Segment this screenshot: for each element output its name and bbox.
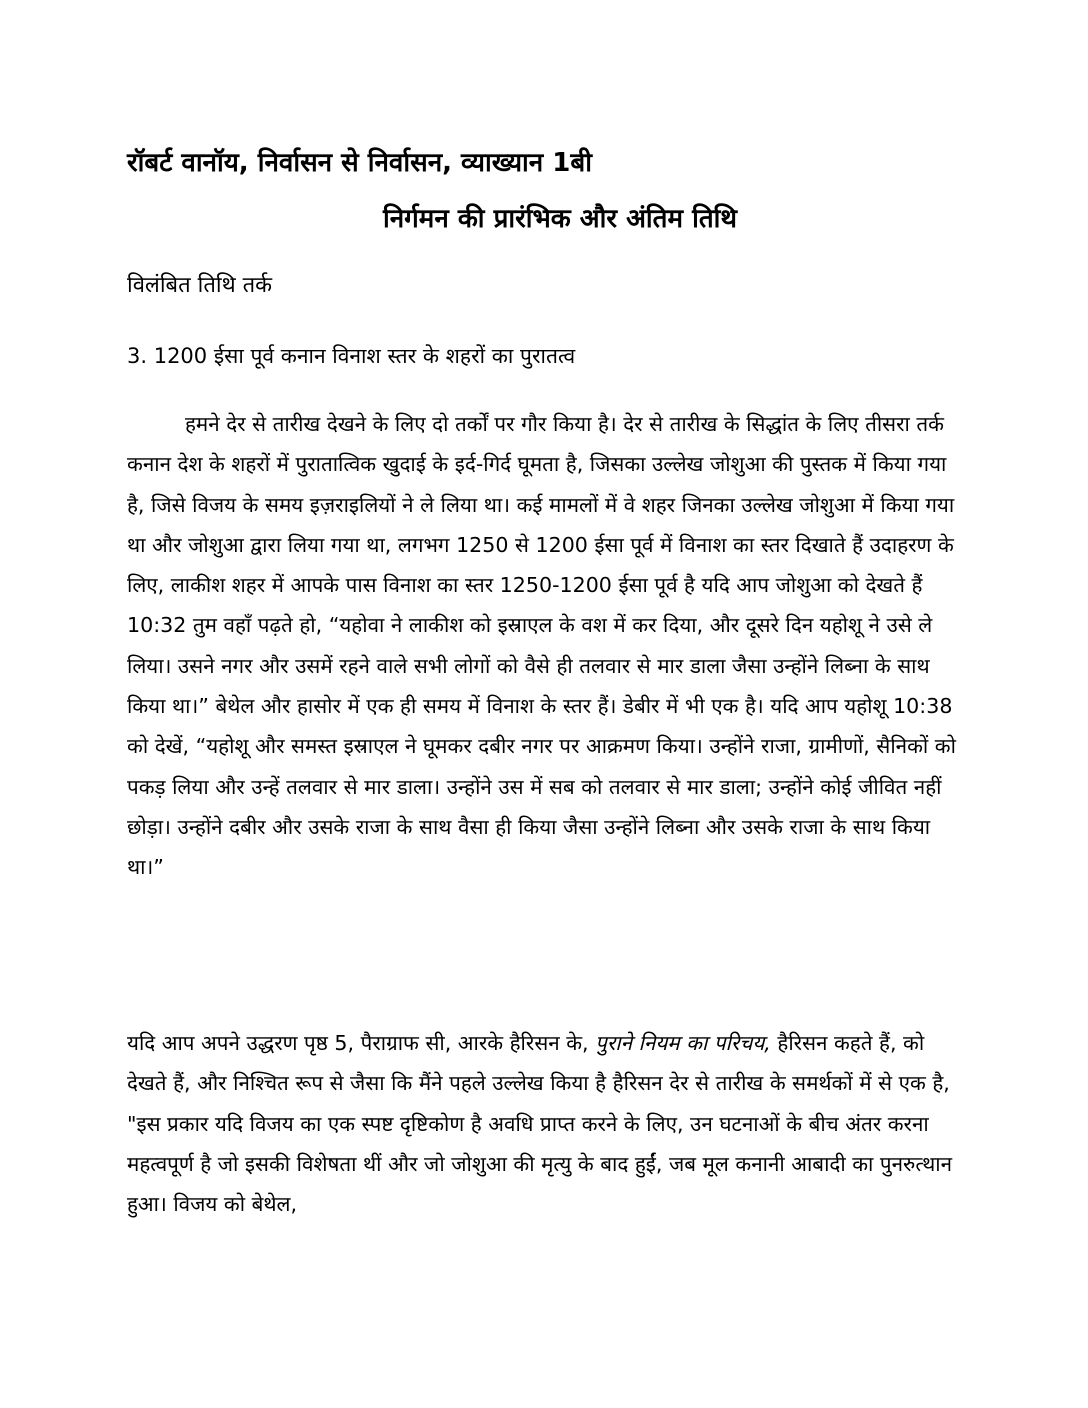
section-subtitle: विलंबित तिथि तर्क xyxy=(127,273,273,298)
document-title: रॉबर्ट वानॉय, निर्वासन से निर्वासन, व्याख्यान 1बी xyxy=(127,148,592,178)
section-heading: 3. 1200 ईसा पूर्व कनान विनाश स्तर के शहरों का पुरातत्व xyxy=(127,344,576,368)
body-paragraph-1: हमने देर से तारीख देखने के लिए दो तर्कों पर गौर किया है। देर से तारीख के सिद्धांत के लिए तीसरा तर्क कनान देश के शहरों में पुरातात्विक खुदाई के इर्द-गिर्द घूमता है, जिसका उल्लेख जोशुआ की पुस्तक में किया गया है, जिसे विजय के समय इज़राइलियों ने ले लिया था। कई मामलों में वे शहर जिनका उल्लेख जोशुआ में किया गया था और जोशुआ द्वारा लिया गया था, लगभग 1250 से 1200 ईसा पूर्व में विनाश का स्तर दिखाते हैं उदाहरण के लिए, लाकीश शहर में आपके पास विनाश का स्तर 1250-1200 ईसा पूर्व है यदि आप जोशुआ को देखते हैं 10:32 तुम वहाँ पढ़ते हो, “यहोवा ने लाकीश को इस्राएल के वश में कर दिया, और दूसरे दिन यहोशू ने उसे ले लिया। उसने नगर और उसमें रहने वाले सभी लोगों को वैसे ही तलवार से मार डाला जैसा उन्होंने लिब्ना के साथ किया था।” बेथेल और हासोर में एक ही समय में विनाश के स्तर हैं। डेबीर में भी एक है। यदि आप यहोशू 10:38 को देखें, “यहोशू और समस्त इस्राएल ने घूमकर दबीर नगर पर आक्रमण किया। उन्होंने राजा, ग्रामीणों, सैनिकों को पकड़ लिया और उन्हें तलवार से मार डाला। उन्होंने उस में सब को तलवार से मार डाला; उन्होंने कोई जीवित नहीं छोड़ा। उन्होंने दबीर और उसके राजा के साथ वैसा ही किया जैसा उन्होंने लिब्ना और उसके राजा के साथ किया था।” xyxy=(127,412,956,880)
book-title: पुराने नियम का परिचय, xyxy=(595,1031,771,1055)
paragraph-2-intro: यदि आप अपने उद्धरण पृष्ठ 5, पैराग्राफ सी, आरके हैरिसन के, xyxy=(127,1031,596,1055)
document-subtitle-title: निर्गमन की प्रारंभिक और अंतिम तिथि xyxy=(383,204,737,234)
paragraph-2-continuation: हैरिसन कहते हैं, को देखते हैं, और निश्चित रूप से जैसा कि मैंने पहले उल्लेख किया है हैरिसन देर से तारीख के समर्थकों में से एक है, "इस प्रकार यदि विजय का एक स्पष्ट दृष्टिकोण है अवधि प्राप्त करने के लिए, उन घटनाओं के बीच अंतर करना महत्वपूर्ण है जो इसकी विशेषता थीं और जो जोशुआ की मृत्यु के बाद हुईं, जब मूल कनानी आबादी का पुनरुत्थान हुआ। विजय को बेथेल, xyxy=(127,1031,953,1217)
body-paragraph-2 xyxy=(127,1023,965,1224)
